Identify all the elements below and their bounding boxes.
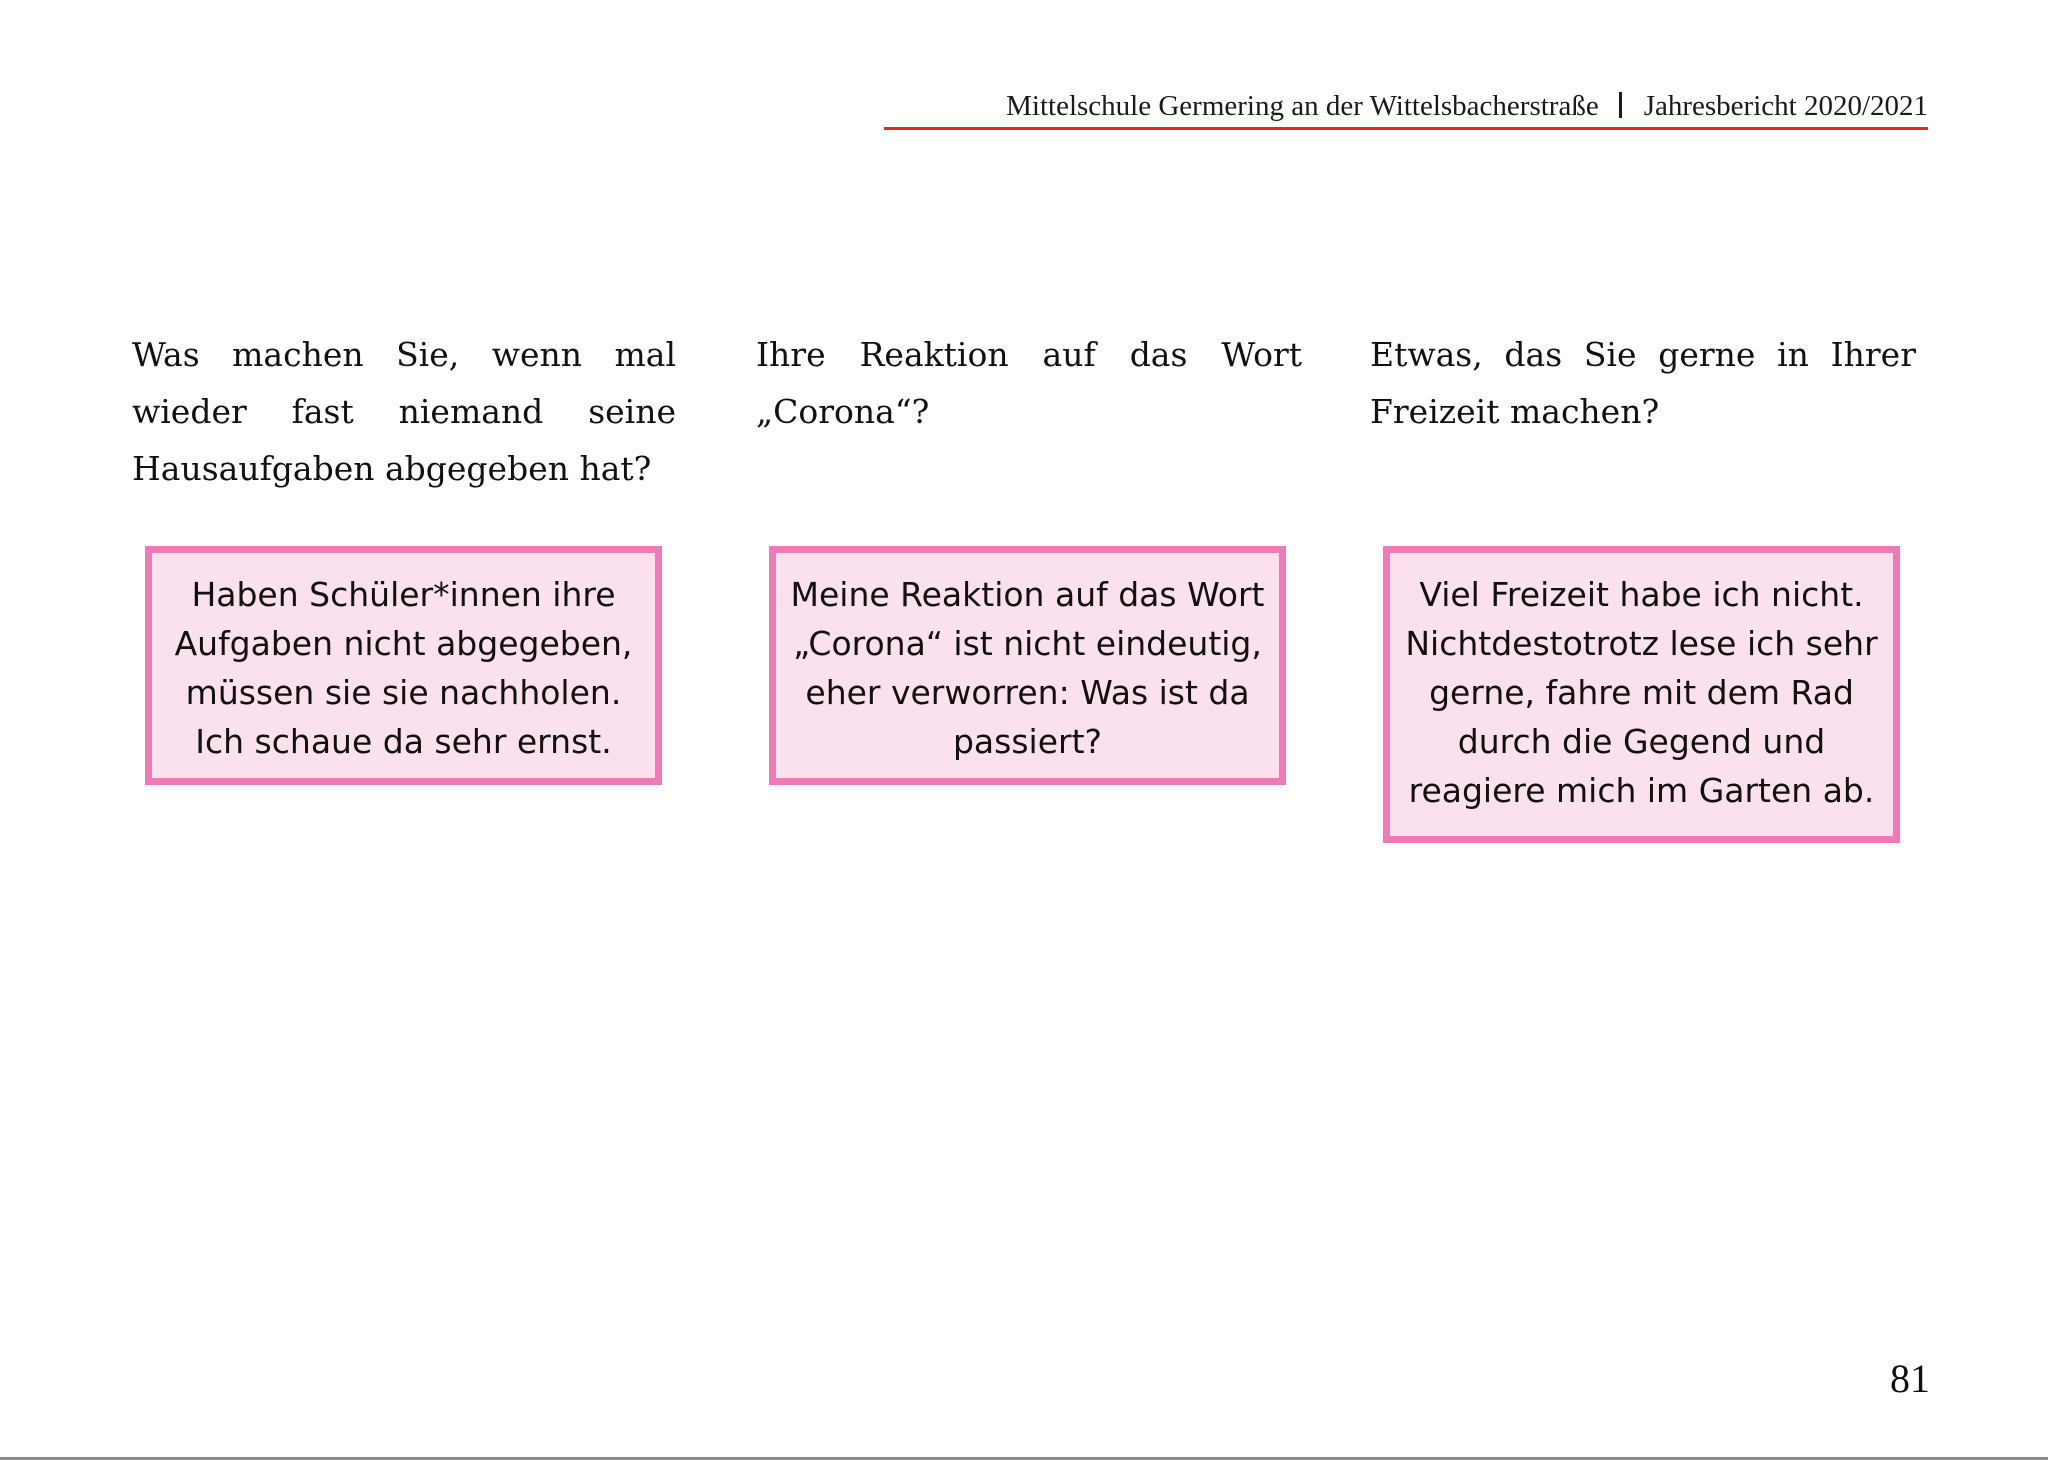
- question-3: [1370, 326, 1916, 440]
- question-3-line-2: Freizeit machen?: [1370, 392, 1660, 431]
- answer-box-2: Meine Reaktion auf das Wort „Corona“ ist nicht eindeutig, eher verworren: Was ist da passiert?: [769, 546, 1286, 785]
- question-2-line-1: Ihre Reaktion auf das Wort: [756, 335, 1302, 374]
- answer-box-3: Viel Freizeit habe ich nicht. Nichtdestotrotz lese ich sehr gerne, fahre mit dem Rad durch die Gegend und reagiere mich im Garten ab.: [1383, 546, 1900, 843]
- running-header: [884, 88, 1928, 128]
- header-rule: [884, 127, 1928, 130]
- question-2-line-2: „Corona“?: [756, 392, 930, 431]
- question-2: [756, 326, 1302, 440]
- header-school-name: Mittelschule Germering an der Wittelsbacherstraße: [1006, 90, 1599, 122]
- question-1: Was machen Sie, wenn mal wieder fast niemand seine Hausaufgaben abgegeben hat?: [132, 335, 676, 488]
- page-number: 81: [1890, 1356, 1930, 1401]
- header-separator: [1619, 92, 1622, 118]
- question-3-line-1: Etwas, das Sie gerne in Ihrer: [1370, 335, 1916, 374]
- answer-box-1: Haben Schüler*innen ihre Aufgaben nicht abgegeben, müssen sie sie nachholen. Ich schaue da sehr ernst.: [145, 546, 662, 785]
- header-report-title: Jahresbericht 2020/2021: [1643, 90, 1928, 122]
